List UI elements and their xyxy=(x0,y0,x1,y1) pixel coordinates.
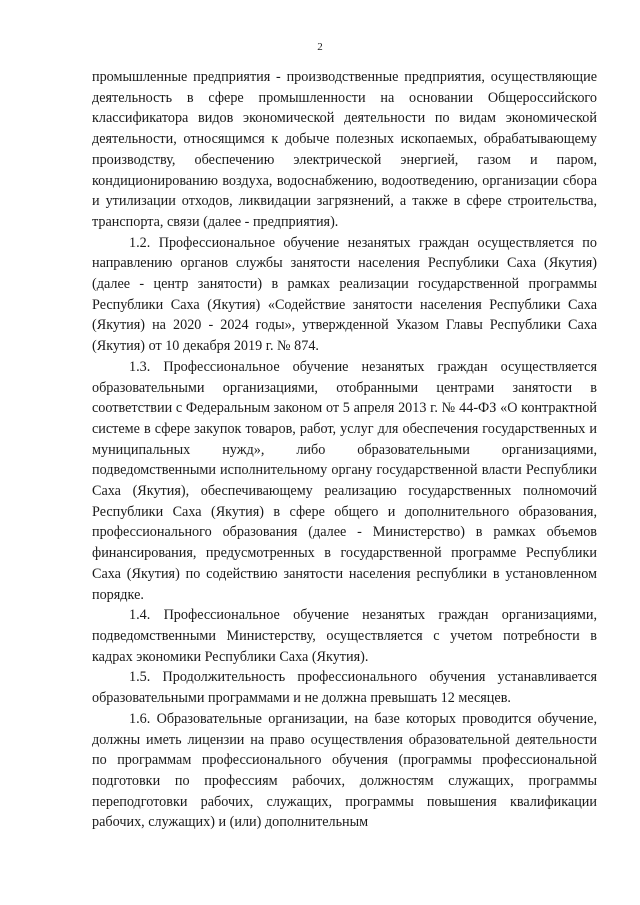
paragraph-1-4: 1.4. Профессиональное обучение незанятых граждан организациями, подведомственными Министерству, осуществляется с учетом потребности в кадрах экономики Республики Саха (Якутия). xyxy=(92,607,597,665)
paragraph-1-6: 1.6. Образовательные организации, на базе которых проводится обучение, должны иметь лицензии на право осуществления образовательной деятельности по программам профессионального обучения (программы профессиональной подготовки по профессиям рабочих, должностям служащих, программы переподготовки рабочих, служащих, программы повышения квалификации рабочих, служащих) и (или) дополнительным xyxy=(92,710,597,831)
paragraph-1-2: 1.2. Профессиональное обучение незанятых граждан осуществляется по направлению органов службы занятости населения Республики Саха (Якутия) (далее - центр занятости) в рамках реализации государственной программы Республики Саха (Якутия) «Содействие занятости населения Республики Саха (Якутия) на 2020 - 2024 годы», утвержденной Указом Главы Республики Саха (Якутия) от 10 декабря 2019 г. № 874. xyxy=(92,234,597,355)
document-body xyxy=(92,67,597,833)
paragraph-definition-enterprises: промышленные предприятия - производственные предприятия, осуществляющие деятельность в сфере промышленности на основании Общероссийского классификатора видов экономической деятельности по видам экономической деятельности, относящимся к добыче полезных ископаемых, обрабатывающему производству, обеспечению электрической энергией, газом и паром, кондиционированию воздуха, водоснабжению, водоотведению, организации сбора и утилизации отходов, ликвидации загрязнений, а также в сфере строительства, транспорта, связи (далее - предприятия). xyxy=(92,69,597,230)
paragraph-1-3: 1.3. Профессиональное обучение незанятых граждан осуществляется образовательными организациями, отобранными центрами занятости в соответствии с Федеральным законом от 5 апреля 2013 г. № 44-ФЗ «О контрактной системе в сфере закупок товаров, работ, услуг для обеспечения государственных и муниципальных нужд», либо образовательными организациями, подведомственными исполнительному органу государственной власти Республики Саха (Якутия), обеспечивающему реализацию государственных полномочий Республики Саха (Якутия) в сфере общего и дополнительного образования, профессионального образования (далее - Министерство) в рамках объемов финансирования, предусмотренных в государственной программе Республики Саха (Якутия) по содействию занятости населения республики в установленном порядке. xyxy=(92,358,597,603)
page-number: 2 xyxy=(317,41,323,53)
paragraph-1-5: 1.5. Продолжительность профессионального обучения устанавливается образовательными программами и не должна превышать 12 месяцев. xyxy=(92,669,597,707)
